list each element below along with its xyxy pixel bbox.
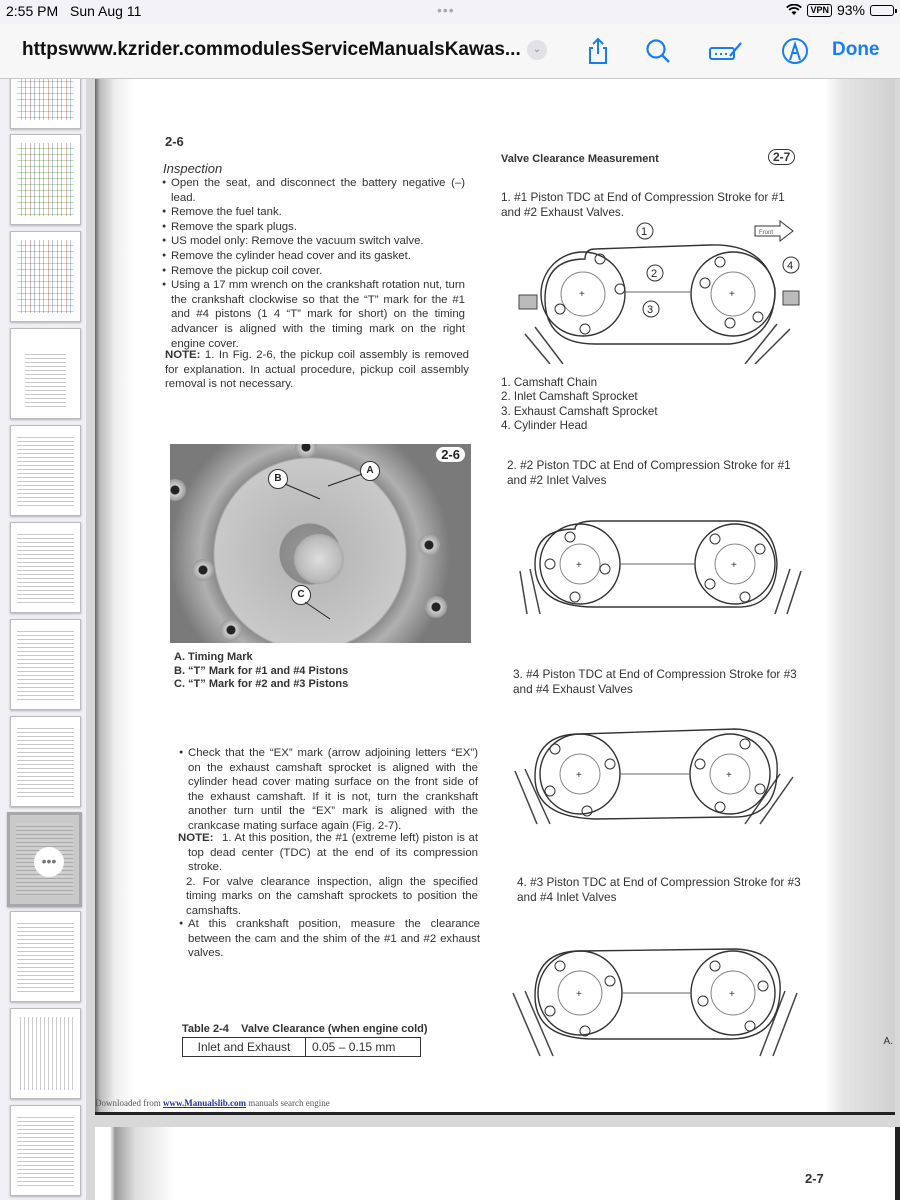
next-page-number: 2-7 (805, 1171, 824, 1186)
diagram-caption: 3. #4 Piston TDC at End of Compression Stroke for #3 and #4 Exhaust Valves (513, 667, 797, 696)
svg-text:+: + (731, 560, 737, 571)
legend-item: 3. Exhaust Camshaft Sprocket (501, 404, 658, 418)
camshaft-diagram-svg (505, 219, 805, 364)
markup-pen-icon[interactable] (780, 36, 810, 66)
vpn-badge: VPN (807, 4, 832, 17)
svg-text:2: 2 (651, 268, 658, 280)
note-item: 2. For valve clearance inspection, align the specified timing marks on the camshaft sprockets to position the camshafts. (186, 875, 478, 917)
done-button[interactable]: Done (832, 39, 880, 60)
inspection-step: ● Remove the pickup coil cover. (163, 264, 465, 279)
document-page (95, 79, 895, 1115)
svg-text:+: + (579, 289, 585, 300)
measure-step: ● At this crankshaft position, measure the clearance between the cam and the shim of the #1 and #2 exhaust valves. (180, 917, 480, 961)
svg-text:+: + (729, 289, 735, 300)
note-text: 1. In Fig. 2-6, the pickup coil assembly is removed for explanation. In actual procedure, pickup coil assembly removal is not necessary. (165, 349, 469, 391)
inspection-heading: Inspection (163, 161, 223, 176)
wifi-icon (786, 4, 802, 16)
figure-badge: 2-7 (768, 149, 795, 165)
note-item: 1. At this position, the #1 (extreme left) piston is at top dead center (TDC) at the end of its compression stroke. (188, 832, 478, 874)
camshaft-diagram-svg (505, 719, 805, 829)
callout-a: A (360, 461, 380, 481)
download-footer (95, 1098, 330, 1108)
svg-text:3: 3 (647, 304, 654, 316)
document-title[interactable]: httpswww.kzrider.commodulesServiceManualsKawas... (22, 39, 521, 60)
page-thumbnail[interactable] (10, 328, 81, 419)
camshaft-diagram-svg (505, 931, 805, 1061)
table-cell: Inlet and Exhaust (183, 1038, 306, 1057)
diagram-caption: 1. #1 Piston TDC at End of Compression Stroke for #1 and #2 Exhaust Valves. (501, 190, 785, 219)
table-title: Table 2-4 Valve Clearance (when engine cold) (182, 1023, 428, 1035)
caption-line: B. “T” Mark for #1 and #4 Pistons (174, 664, 349, 677)
check-step-list (180, 746, 478, 834)
svg-text:+: + (576, 560, 582, 571)
svg-text:1: 1 (641, 226, 648, 238)
caption-line: A. Timing Mark (174, 651, 253, 663)
page-thumbnail[interactable] (10, 1105, 81, 1196)
camshaft-diagram-3 (505, 719, 805, 859)
note-1 (165, 348, 469, 392)
callout-b: B (268, 469, 288, 489)
svg-text:Front: Front (759, 230, 774, 236)
callout-leaders (170, 444, 471, 643)
figure-label: 2-6 (436, 447, 465, 462)
edge-letter: A. (883, 1036, 893, 1047)
legend-item: 2. Inlet Camshaft Sprocket (501, 390, 638, 404)
page-thumbnail[interactable] (10, 716, 81, 807)
legend-item: 4. Cylinder Head (501, 419, 588, 433)
keyboard-pencil-icon[interactable] (708, 36, 744, 66)
inspection-step: ● Remove the cylinder head cover and its gasket. (163, 249, 465, 264)
valve-clearance-table (182, 1023, 428, 1057)
diagram-caption: 4. #3 Piston TDC at End of Compression Stroke for #3 and #4 Inlet Valves (517, 875, 801, 904)
camshaft-diagram-2 (505, 509, 805, 649)
status-date: Sun Aug 11 (70, 3, 142, 19)
next-document-page (95, 1127, 900, 1200)
svg-text:+: + (729, 989, 735, 1000)
page-gutter-shadow (95, 1127, 175, 1200)
left-page-number: 2-6 (165, 134, 184, 149)
page-thumbnail[interactable] (10, 79, 81, 129)
camshaft-diagram-svg (505, 509, 805, 619)
page-thumbnail[interactable] (10, 231, 81, 322)
page-thumbnail[interactable] (10, 619, 81, 710)
callout-c: C (291, 585, 311, 605)
battery-icon (870, 5, 894, 16)
thumbnail-sidebar[interactable] (0, 79, 87, 1200)
page-thumbnail[interactable] (10, 522, 81, 613)
share-icon[interactable] (583, 36, 613, 66)
camshaft-diagram-1 (505, 219, 805, 359)
page-edge-shadow (825, 79, 895, 1112)
note-label: NOTE: (178, 832, 214, 844)
inspection-step: ● US model only: Remove the vacuum switch valve. (163, 234, 465, 249)
manualslib-link[interactable]: www.Manualslib.com (162, 1098, 246, 1108)
search-icon[interactable] (643, 36, 673, 66)
note-label: NOTE: (165, 349, 201, 361)
inspection-step: ● Open the seat, and disconnect the battery negative (–) lead. (163, 176, 465, 205)
legend-item: 1. Camshaft Chain (501, 376, 598, 389)
svg-text:4: 4 (787, 260, 794, 272)
status-right (786, 2, 894, 18)
page-thumbnail[interactable] (10, 911, 81, 1002)
multitasking-dots-icon[interactable]: ••• (437, 2, 455, 18)
measure-step-list (180, 917, 480, 961)
inspection-step: ● Remove the fuel tank. (163, 205, 465, 220)
chevron-down-icon[interactable]: ⌄ (527, 40, 547, 60)
footer-prefix: Downloaded from (95, 1098, 163, 1108)
page-thumbnail[interactable] (10, 134, 81, 225)
diagram-caption: 2. #2 Piston TDC at End of Compression Stroke for #1 and #2 Inlet Valves (507, 458, 791, 487)
document-viewer[interactable] (87, 79, 900, 1200)
table-cell: 0.05 – 0.15 mm (306, 1038, 421, 1057)
page-gutter-shadow (95, 79, 135, 1112)
footer-suffix: manuals search engine (246, 1098, 330, 1108)
note-2 (178, 831, 478, 919)
section-title: Valve Clearance Measurement (501, 153, 659, 165)
page-thumbnail[interactable] (10, 425, 81, 516)
camshaft-diagram-4 (505, 931, 805, 1071)
diagram-legend (501, 376, 801, 434)
battery-percent: 93% (836, 2, 865, 18)
status-bar (0, 0, 900, 24)
svg-text:+: + (576, 989, 582, 1000)
svg-text:+: + (726, 770, 732, 781)
more-options-icon[interactable]: ••• (34, 847, 64, 877)
status-time: 2:55 PM (6, 3, 59, 19)
viewer-toolbar (0, 24, 900, 79)
photo-caption (174, 651, 348, 692)
figure-2-6-photo (170, 444, 471, 643)
page-thumbnail-selected[interactable] (7, 812, 82, 907)
page-thumbnail[interactable] (10, 1008, 81, 1099)
caption-line: C. “T” Mark for #2 and #3 Pistons (174, 678, 349, 690)
table-row (183, 1038, 421, 1057)
inspection-steps (163, 176, 465, 351)
inspection-step: ● Remove the spark plugs. (163, 220, 465, 235)
svg-text:+: + (576, 770, 582, 781)
inspection-step: ● Using a 17 mm wrench on the crankshaft rotation nut, turn the crankshaft clockwise so that the “T” mark for the #1 and #4 pistons (1 4 “T” mark for short) on the timing advancer is aligned with the timing mark on the right engine cover. (163, 278, 465, 351)
check-step: ● Check that the “EX” mark (arrow adjoining letters “EX”) on the exhaust camshaft sprocket is aligned with the cylinder head cover mating surface on the front side of the exhaust camshaft. If it is not, turn the crankshaft another turn until the “EX” mark is aligned with the crankcase mating surface again (Fig. 2-7). (180, 746, 478, 834)
